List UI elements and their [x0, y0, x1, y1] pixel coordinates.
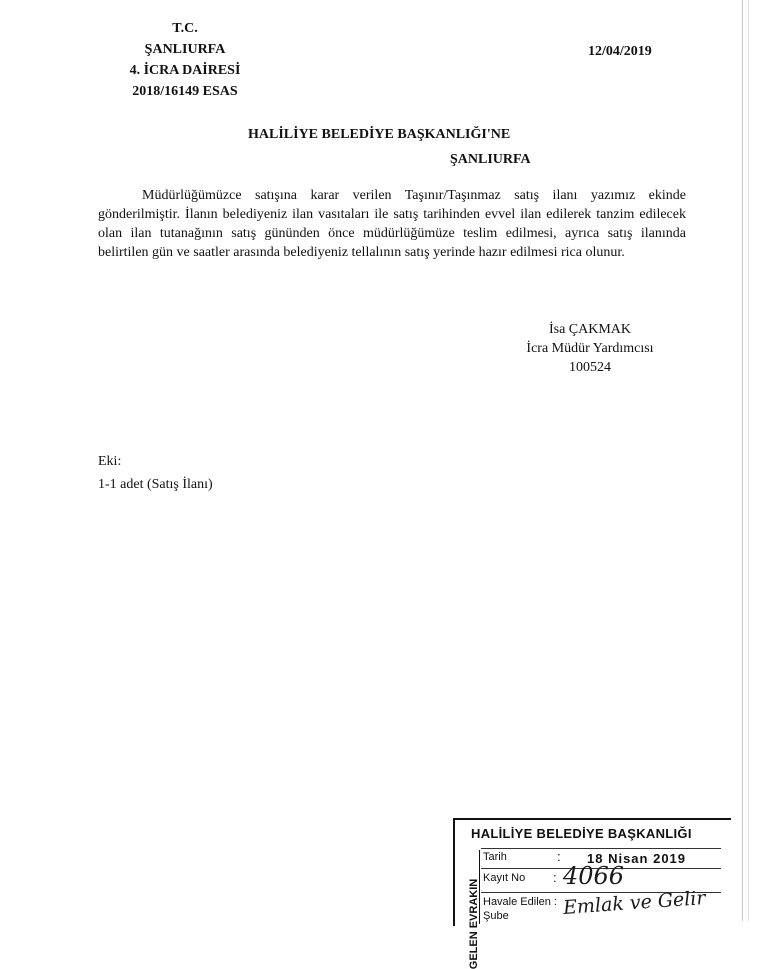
stamp-tarih-value: 18 Nisan 2019: [587, 851, 687, 866]
stamp-title: HALİLİYE BELEDİYE BAŞKANLIĞI: [471, 826, 692, 841]
stamp-side-text: GELEN EVRAKIN: [468, 878, 480, 969]
scan-edge-line: [742, 0, 743, 921]
stamp-tarih-label: Tarih: [483, 851, 507, 863]
addressee-city: ŞANLIURFA: [450, 152, 531, 167]
body-paragraph: Müdürlüğümüzce satışına karar verilen Taşınır/Taşınmaz satış ilanı yazımız ekinde gönderilmiştir. İlanın belediyeniz ilan vasıtaları ile satış tarihinden evvel ilan edilerek tanzim edilecek olan ilan tutanağının satış gününden önce müdürlüğümüze teslim edilmesi, ayrıca satış ilanında belirtilen gün ve saatler arasında belediyeniz tellalının satış yerinde hazır edilmesi rica olunur.: [98, 188, 686, 260]
header-tc: T.C.: [172, 21, 198, 36]
stamp-sube-row: [483, 910, 509, 922]
addressee-name: HALİLİYE BELEDİYE BAŞKANLIĞI'NE: [248, 127, 511, 142]
stamp-kayit-row: [483, 872, 525, 884]
annex-label: Eki:: [98, 454, 122, 469]
scan-edge-line: [748, 0, 749, 921]
annex-block: [98, 450, 213, 496]
stamp-kayit-value: 4066: [563, 862, 625, 890]
incoming-document-stamp: [453, 818, 733, 969]
header-office: 4. İCRA DAİRESİ: [129, 63, 241, 78]
stamp-tarih-colon: :: [557, 849, 562, 864]
header-case-number: 2018/16149 ESAS: [132, 84, 238, 99]
addressee: [248, 122, 531, 172]
stamp-kayit-label: Kayıt No: [483, 872, 526, 884]
signer-name: İsa ÇAKMAK: [548, 322, 632, 337]
signature-block: [510, 320, 670, 377]
stamp-havale-value: Emlak ve Gelir: [562, 887, 707, 919]
annex-item: 1-1 adet (Satış İlanı): [98, 477, 213, 492]
stamp-sube-label: Şube: [483, 910, 509, 922]
stamp-havale-row: [483, 896, 557, 908]
court-header: [100, 18, 270, 102]
signer-title: İcra Müdür Yardımcısı: [526, 341, 654, 356]
stamp-havale-label: Havale Edilen :: [483, 896, 557, 908]
stamp-tarih-row: [483, 851, 507, 863]
document-date: 12/04/2019: [588, 44, 652, 59]
stamp-kayit-colon: :: [553, 870, 558, 885]
header-city: ŞANLIURFA: [144, 42, 226, 57]
signer-number: 100524: [569, 360, 611, 375]
stamp-row-divider: [481, 848, 721, 849]
stamp-side-label: [457, 850, 480, 969]
